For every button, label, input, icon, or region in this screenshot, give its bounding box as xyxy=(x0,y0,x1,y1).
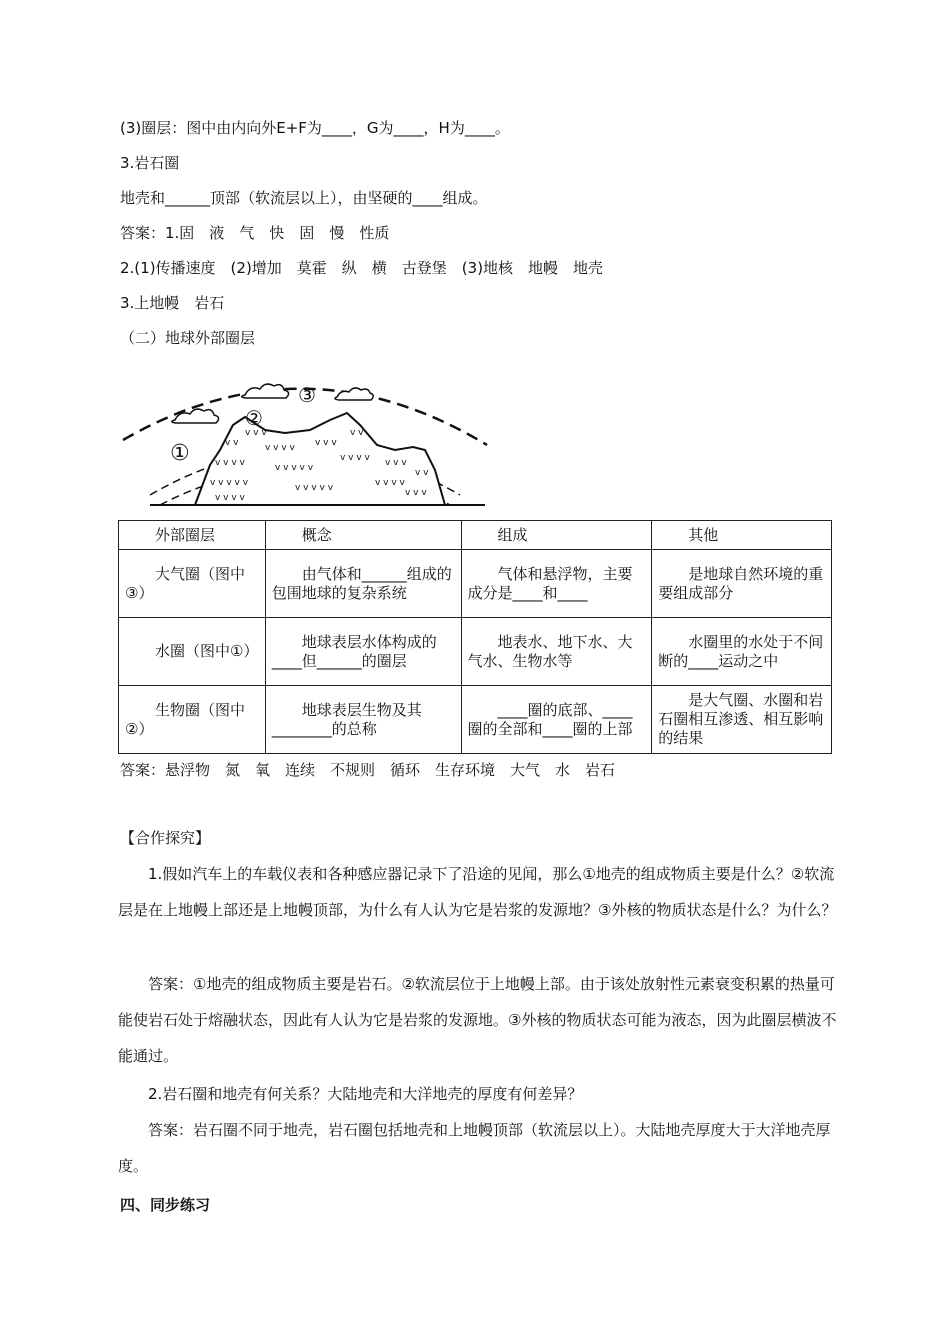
table-cell: 气体和悬浮物，主要成分是____和____ xyxy=(461,550,652,618)
table-row xyxy=(119,550,832,618)
table-cell: 地表水、地下水、大气水、生物水等 xyxy=(461,618,652,686)
text-line-answer-3: 3.上地幔 岩石 xyxy=(120,294,225,312)
outer-layers-table xyxy=(118,520,832,754)
svg-text:v v v v: v v v v xyxy=(215,493,245,503)
earth-outer-layers-figure xyxy=(115,355,495,519)
question-1: 1.假如汽车上的车载仪表和各种感应器记录下了沿途的见闻，那么①地壳的组成物质主要是什么？②软流层是在上地幔上部还是上地幔顶部，为什么有人认为它是岩浆的发源地？③外核的物质状态是什么？为什么？ xyxy=(118,865,837,919)
table-cell: 由气体和______组成的包围地球的复杂系统 xyxy=(265,550,461,618)
svg-text:v v v: v v v xyxy=(405,488,427,498)
svg-text:v v v v v: v v v v v xyxy=(295,483,334,493)
svg-text:v v v v v: v v v v v xyxy=(210,478,249,488)
svg-text:v v v v: v v v v xyxy=(215,458,245,468)
question-2: 2.岩石圈和地壳有何关系？大陆地壳和大洋地壳的厚度有何差异？ xyxy=(148,1085,583,1103)
section-title-cooperative: 【合作探究】 xyxy=(120,829,211,847)
table-cell: 是地球自然环境的重要组成部分 xyxy=(652,550,832,618)
svg-text:v v: v v xyxy=(350,428,364,438)
table-header-row xyxy=(119,521,832,550)
section-title-practice: 四、同步练习 xyxy=(120,1196,211,1214)
table-header-cell: 概念 xyxy=(265,521,461,550)
svg-text:v v v: v v v xyxy=(385,458,407,468)
text-line-layers: (3)圈层：图中由内向外E+F为____，G为____，H为____。 xyxy=(120,119,510,137)
table-row xyxy=(119,686,832,754)
figure-label-1: ① xyxy=(170,441,190,466)
svg-text:v v v v v: v v v v v xyxy=(275,463,314,473)
text-line-lithosphere-desc: 地壳和______顶部（软流层以上），由坚硬的____组成。 xyxy=(120,189,488,207)
table-cell: ____圈的底部、____圈的全部和____圈的上部 xyxy=(461,686,652,754)
table-answer-line: 答案：悬浮物 氮 氧 连续 不规则 循环 生存环境 大气 水 岩石 xyxy=(120,761,616,779)
section-title-outer-layers: （二）地球外部圈层 xyxy=(120,329,256,347)
table-header-cell: 外部圈层 xyxy=(119,521,266,550)
figure-label-3: ③ xyxy=(298,383,316,407)
table-cell: 水圈里的水处于不间断的____运动之中 xyxy=(652,618,832,686)
answer-2: 答案：岩石圈不同于地壳，岩石圈包括地壳和上地幔顶部（软流层以上）。大陆地壳厚度大于大洋地壳厚度。 xyxy=(118,1121,831,1175)
table-cell: 大气圈（图中③） xyxy=(119,550,266,618)
table-cell: 地球表层生物及其________的总称 xyxy=(265,686,461,754)
table-cell: 水圈（图中①） xyxy=(119,618,266,686)
figure-label-2: ② xyxy=(245,406,263,430)
svg-text:v v v: v v v xyxy=(245,428,267,438)
answer-1: 答案：①地壳的组成物质主要是岩石。②软流层位于上地幔上部。由于该处放射性元素衰变积累的热量可能使岩石处于熔融状态，因此有人认为它是岩浆的发源地。③外核的物质状态可能为液态，因为此圈层横波不能通过。 xyxy=(118,975,837,1065)
table-cell: 生物圈（图中②） xyxy=(119,686,266,754)
text-line-answer-1: 答案：1.固 液 气 快 固 慢 性质 xyxy=(120,224,390,242)
table-cell: 是大气圈、水圈和岩石圈相互渗透、相互影响的结果 xyxy=(652,686,832,754)
table-header-cell: 其他 xyxy=(652,521,832,550)
svg-text:v v v: v v v xyxy=(315,438,337,448)
table-header-cell: 组成 xyxy=(461,521,652,550)
svg-text:v v v v: v v v v xyxy=(340,453,370,463)
table-row xyxy=(119,618,832,686)
text-line-answer-2: 2.(1)传播速度 (2)增加 莫霍 纵 横 古登堡 (3)地核 地幔 地壳 xyxy=(120,259,604,277)
svg-text:v v v v: v v v v xyxy=(265,443,295,453)
svg-text:v v: v v xyxy=(225,438,239,448)
svg-text:v v v v: v v v v xyxy=(375,478,405,488)
svg-text:v v: v v xyxy=(415,468,429,478)
table-cell: 地球表层水体构成的____但______的圈层 xyxy=(265,618,461,686)
text-line-lithosphere-title: 3.岩石圈 xyxy=(120,154,180,172)
